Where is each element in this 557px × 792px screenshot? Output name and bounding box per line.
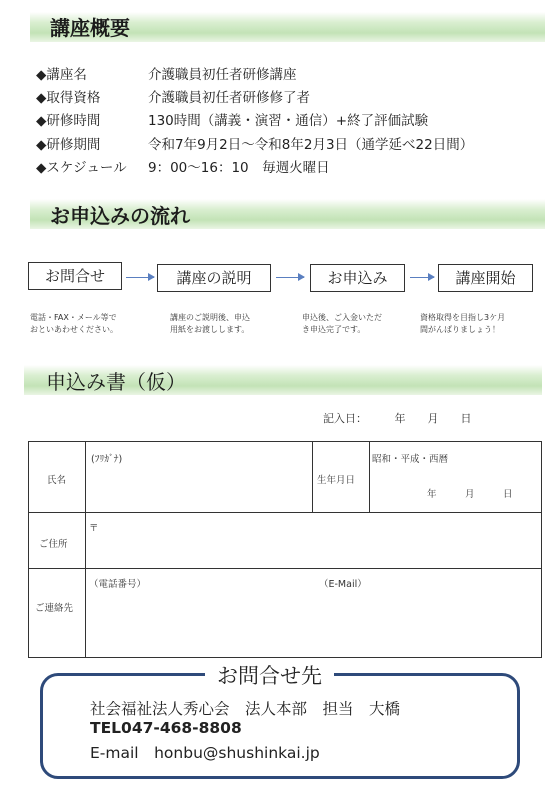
furigana-field[interactable]: (ﾌﾘｶﾞﾅ) bbox=[91, 454, 123, 465]
note-line: き申込完了です。 bbox=[302, 325, 366, 334]
note-line: 講座のご説明後、申込 bbox=[170, 313, 250, 322]
entry-date: 記入日： 年 月 日 bbox=[323, 412, 472, 425]
postal-field[interactable]: 〒 bbox=[89, 523, 99, 534]
row-label: 取得資格 bbox=[46, 90, 101, 106]
bullet-diamond-icon: ◆ bbox=[36, 137, 47, 153]
row-value: 130時間（講義・演習・通信）+終了評価試験 bbox=[148, 113, 429, 129]
note-line: おといあわせください。 bbox=[30, 325, 118, 334]
flow-title: お申込みの流れ bbox=[50, 204, 190, 228]
bullet-diamond-icon: ◆ bbox=[36, 160, 47, 176]
arrow-right-icon bbox=[410, 277, 434, 278]
row-label: スケジュール bbox=[46, 160, 127, 176]
bullet-diamond-icon: ◆ bbox=[36, 90, 47, 106]
overview-row-course bbox=[36, 63, 297, 83]
birth-date-field[interactable]: 年 月 日 bbox=[427, 489, 513, 500]
overview-row-hours bbox=[36, 109, 428, 129]
bullet-diamond-icon: ◆ bbox=[36, 67, 47, 83]
contact-title: お問合せ先 bbox=[205, 660, 334, 690]
note-line: 用紙をお渡しします。 bbox=[170, 325, 250, 334]
row-label: 研修期間 bbox=[46, 137, 101, 153]
bullet-diamond-icon: ◆ bbox=[36, 113, 47, 129]
row-value: 介護職員初任者研修修了者 bbox=[148, 90, 310, 106]
contact-org: 社会福祉法人秀心会 法人本部 担当 大橋 bbox=[90, 700, 401, 718]
email-field[interactable]: （E-Mail） bbox=[319, 579, 367, 590]
address-label: ご住所 bbox=[39, 539, 68, 550]
form-title: 申込み書（仮） bbox=[46, 370, 186, 394]
era-options[interactable]: 昭和・平成・西暦 bbox=[372, 454, 449, 465]
contact-tel: TEL047-468-8808 bbox=[90, 719, 242, 737]
row-value: 介護職員初任者研修講座 bbox=[148, 67, 297, 83]
flow-step-start: 講座開始 bbox=[438, 264, 533, 292]
row-value: 令和7年9月2日～令和8年2月3日（通学延べ22日間） bbox=[148, 137, 474, 153]
birth-label: 生年月日 bbox=[317, 475, 356, 486]
flow-step-explanation: 講座の説明 bbox=[157, 264, 271, 292]
name-label: 氏名 bbox=[47, 475, 67, 486]
note-line: 資格取得を目指し3ケ月 bbox=[420, 313, 506, 322]
contact-email: E-mail honbu@shushinkai.jp bbox=[90, 744, 320, 762]
arrow-right-icon bbox=[126, 277, 154, 278]
flow-note-explanation bbox=[170, 312, 250, 336]
flow-step-apply: お申込み bbox=[310, 264, 405, 292]
overview-title: 講座概要 bbox=[50, 16, 130, 40]
row-label: 講座名 bbox=[46, 67, 87, 83]
overview-row-period bbox=[36, 133, 473, 153]
phone-field[interactable]: （電話番号） bbox=[89, 579, 147, 590]
note-line: 申込後、ご入金いただ bbox=[302, 313, 382, 322]
application-form bbox=[28, 441, 542, 658]
overview-row-schedule bbox=[36, 156, 330, 176]
flow-note-start bbox=[420, 312, 505, 336]
note-line: 間がんばりましょう！ bbox=[420, 325, 500, 334]
flow-note-inquiry bbox=[30, 312, 118, 336]
arrow-right-icon bbox=[276, 277, 304, 278]
row-value: 9：00～16：10 毎週火曜日 bbox=[148, 160, 330, 176]
flow-step-inquiry: お問合せ bbox=[28, 262, 122, 290]
flow-note-apply bbox=[302, 312, 382, 336]
note-line: 電話・FAX・メール等で bbox=[30, 313, 117, 322]
overview-row-qualification bbox=[36, 86, 310, 106]
contact-label: ご連絡先 bbox=[35, 603, 74, 614]
row-label: 研修時間 bbox=[46, 113, 101, 129]
